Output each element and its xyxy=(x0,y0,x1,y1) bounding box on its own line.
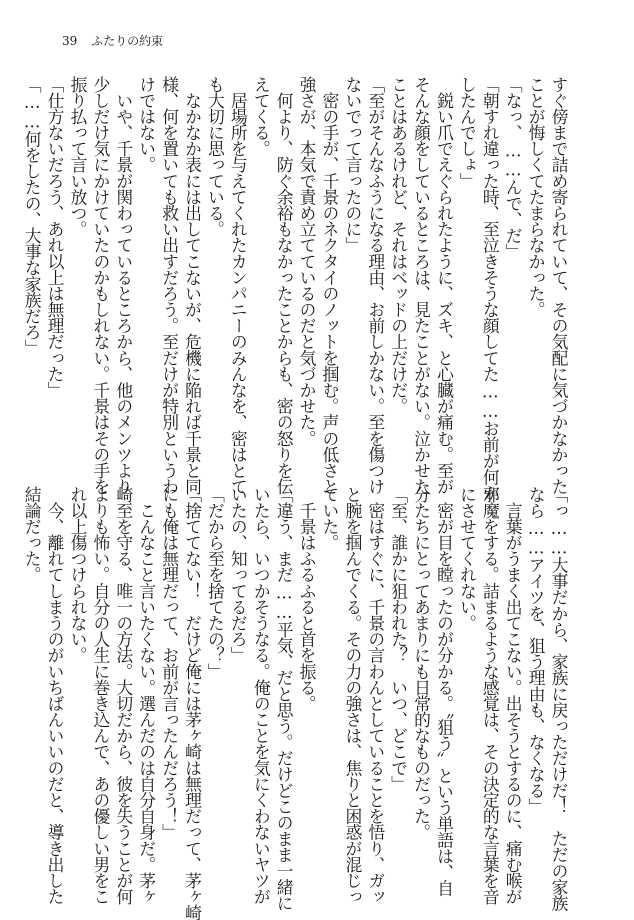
page-header xyxy=(62,34,163,48)
text-line: したんでしょ」 xyxy=(457,76,478,189)
text-line: 今、離れてしまうのがいちばんいいのだと、導き出した xyxy=(45,486,66,905)
page-number: 39 xyxy=(62,34,78,48)
text-line: なかなか表には出してこないが、危機に陥れば千景と同 xyxy=(182,76,203,495)
text-line: 「仕方ないだろう、あれ以上は無理だった」 xyxy=(45,76,66,398)
text-line: けではない。 xyxy=(136,76,157,173)
text-line: 崎至を守る、唯一の方法。大切だから、彼を失うことが何 xyxy=(113,486,134,905)
text-line: 「至、誰かに狙われた？ いつ、どこで」 xyxy=(388,486,409,792)
text-line: 何より、防ぐ余裕もなかったことからも、密の怒りを伝 xyxy=(274,76,295,495)
text-line: よりも怖い。自分の人生に巻き込んで、あの優しい男をこ xyxy=(90,486,111,905)
text-line: えてくる。 xyxy=(251,76,272,157)
text-line: 密はすぐに、千景の言わんとしていることを悟り、ガッ xyxy=(365,486,386,905)
text-line: 言葉がうまく出てこない。出そうとするのに、痛む喉が xyxy=(503,486,524,905)
text-line: 「捨ててない！ だけど俺には茅ヶ崎は無理だって、茅ヶ崎 xyxy=(182,486,203,920)
text-line: 「至がそんなふうになる理由、お前しかない。至を傷つけ xyxy=(365,76,386,495)
text-line: すぐ傍まで詰め寄られていて、その気配に気づかなかった xyxy=(549,76,569,495)
text-column-top xyxy=(22,76,570,501)
text-line: そんな顔をしているところは、見たことがない。泣かせた xyxy=(411,76,432,495)
text-line: 密が目を瞠ったのが分かる。〝狙う〟という単語は、自 xyxy=(434,486,455,896)
text-line: いたら、いつかそうなる。俺のことを気にくわないヤツが xyxy=(251,486,272,905)
text-line: 居場所を与えてくれたカンパニーのみんなを、密はとて xyxy=(228,76,249,495)
text-line: にも俺は無理だって、お前が言ったんだろう！」 xyxy=(159,486,180,840)
text-line: なら……アイツを、狙う理由も、なくなる」 xyxy=(526,486,547,815)
text-line: 邪魔をする。詰まるような感覚は、その決定的な言葉を音 xyxy=(480,486,501,905)
text-line: 「なっ、……んで、だ」 xyxy=(503,76,524,260)
text-line: にさせてくれない。 xyxy=(457,486,478,631)
text-line: 「だから至を捨てたの？」 xyxy=(205,486,226,680)
text-line: 振り払って言い放つ。 xyxy=(67,76,88,237)
text-line: 密の手が、千景のネクタイのノットを掴む。声の低さと xyxy=(319,76,340,495)
text-line: れ以上傷つけられない。 xyxy=(67,486,88,663)
text-line: ことはあるけれど、それはベッドの上だけだ。 xyxy=(388,76,409,414)
text-line: 分たちにとってあまりにも日常的なものだった。 xyxy=(411,486,432,840)
text-line: 「違う、まだ……平気、だと思う。だけどこのまま一緒に xyxy=(274,486,295,911)
text-column-bottom xyxy=(22,486,570,920)
text-line: 千景はふるふると首を振る。 xyxy=(297,486,318,712)
text-line: ことが悔しくてたまらなかった。 xyxy=(526,76,547,318)
text-line: と腕を掴んでくる。その力の強さは、焦りと困惑が混じっ xyxy=(342,486,363,905)
text-line: 「っ……大事だから、家族に戻っただけだ！ ただの家族 xyxy=(549,486,569,911)
text-line: こんなこと言いたくない。選んだのは自分自身だ。茅ヶ xyxy=(136,486,157,905)
text-line: いたの、知ってるだろ」 xyxy=(228,486,249,663)
text-line: も大切に思っている。 xyxy=(205,76,226,237)
running-title: ふたりの約束 xyxy=(91,34,164,48)
text-line: ないでって言ったのに」 xyxy=(342,76,363,253)
text-line: 少しだけ気にかけていたのかもしれない。千景はその手を xyxy=(90,76,111,495)
text-line: 結論だった。 xyxy=(22,486,43,583)
text-line: ていた。 xyxy=(319,486,340,551)
text-line: いや、千景が関わっているところから、他のメンツより xyxy=(113,76,134,495)
text-line: 様、何を置いても救い出すだろう。至だけが特別というわ xyxy=(159,76,180,495)
text-line: 「……何をしたの、大事な家族だろ」 xyxy=(22,76,43,356)
text-line: 鋭い爪でえぐられたように、ズキ、と心臓が痛む。至が xyxy=(434,76,455,495)
text-line: 強さが、本気で責め立てているのだと気づかせた。 xyxy=(297,76,318,447)
text-line: 「朝すれ違った時、至泣きそうな顔してた……お前が何か xyxy=(480,76,501,501)
